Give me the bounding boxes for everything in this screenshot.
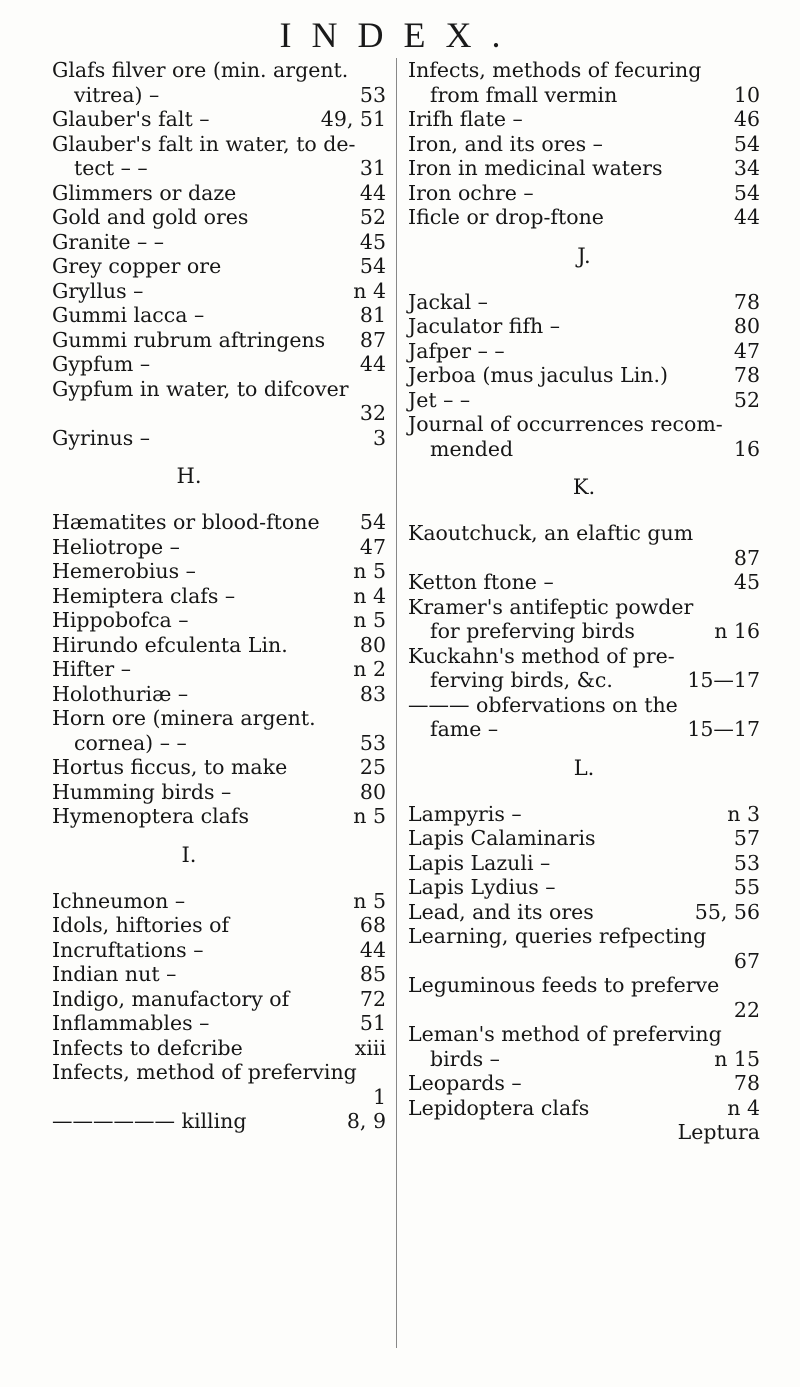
entry-text: Glauber's falt in water, to de- [52, 131, 356, 156]
entry-text: vitrea) – [74, 82, 160, 107]
entry-text: Hirundo efculenta Lin. [52, 632, 288, 657]
page-number: 80 [359, 779, 386, 804]
index-entry [408, 1096, 760, 1121]
index-entry [52, 913, 386, 938]
index-entry [52, 352, 386, 377]
entry-text: Leguminous feeds to preferve [408, 973, 720, 997]
entry-text: Hortus ficcus, to make [52, 755, 288, 779]
index-entry [408, 826, 760, 851]
entry-text: Humming birds – [52, 779, 232, 804]
page-number: 55, 56 [694, 899, 760, 924]
index-entry [408, 570, 760, 595]
index-entry [408, 412, 760, 461]
index-entry [52, 889, 386, 914]
page-number: n 3 [727, 801, 760, 826]
page-number: n 5 [353, 888, 386, 913]
index-entry [408, 693, 760, 742]
entry-text: Gummi lacca – [52, 303, 205, 327]
index-entry [408, 851, 760, 876]
entry-text: Gummi rubrum aftringens [52, 327, 326, 352]
index-entry [52, 279, 386, 304]
page-number: n 5 [353, 608, 386, 632]
index-entry [408, 107, 760, 132]
section-heading: L. [573, 755, 595, 780]
page-number: 16 [733, 436, 760, 461]
page-number: n 2 [353, 657, 386, 681]
index-entry [408, 644, 760, 693]
index-entry [408, 521, 760, 570]
page-number: n 4 [353, 278, 386, 303]
page-number: 10 [733, 82, 760, 107]
index-entry [408, 314, 760, 339]
index-entry [52, 58, 386, 107]
index-entry [52, 377, 386, 426]
index-entry [52, 804, 386, 829]
section-heading: K. [572, 475, 596, 499]
index-entry [52, 205, 386, 230]
index-entry [52, 107, 386, 132]
left-column [52, 58, 386, 1134]
index-entry [52, 962, 386, 987]
page-number: 3 [372, 425, 386, 450]
page-number: 54 [359, 510, 386, 534]
page-number: xiii [354, 1035, 386, 1060]
entry-text: Hæmatites or blood-ftone [52, 510, 320, 534]
page-number: 52 [359, 205, 386, 229]
index-entry [52, 1011, 386, 1036]
entry-text: Gypfum in water, to difcover [52, 376, 349, 401]
page-number: 78 [733, 289, 760, 314]
page-number: 54 [733, 180, 760, 205]
page-number: 57 [733, 826, 760, 850]
index-entry [52, 254, 386, 279]
page-number: n 5 [353, 559, 386, 583]
entry-text: ——— obfervations on the [408, 692, 678, 717]
page-number: 44 [359, 352, 386, 376]
index-entry [52, 755, 386, 780]
section-heading: J. [577, 243, 591, 268]
entry-text: Lapis Lydius – [408, 875, 556, 899]
entry-text: Jackal – [408, 289, 488, 314]
page-number: 15—17 [687, 668, 760, 692]
index-entry [52, 426, 386, 451]
index-entry [408, 900, 760, 925]
entry-text: Grey copper ore [52, 254, 222, 278]
entry-text: Holothuriæ – [52, 681, 189, 706]
index-entry [408, 973, 760, 1022]
entry-text: Kaoutchuck, an elaftic gum [408, 521, 694, 545]
entry-text: Indian nut – [52, 962, 177, 986]
page-number: 45 [733, 570, 760, 594]
entry-text: Ichneumon – [52, 888, 186, 913]
entry-text: Hifter – [52, 657, 131, 681]
page-number: 52 [733, 387, 760, 412]
page-number: 51 [359, 1011, 386, 1035]
entry-text: Lapis Calaminaris [408, 826, 596, 850]
entry-text: Granite – – [52, 229, 165, 254]
entry-text: Infects, methods of fecuring [408, 58, 702, 82]
entry-text: Leman's method of preferving [408, 1022, 722, 1046]
page-number: 78 [733, 1071, 760, 1095]
page-number: 67 [733, 948, 760, 973]
index-entry [408, 924, 760, 973]
index-entry [408, 595, 760, 644]
index-entry [52, 1109, 386, 1134]
entry-text: Lepidoptera clafs [408, 1095, 590, 1120]
entry-text: Hemiptera clafs – [52, 583, 236, 608]
index-entry [52, 657, 386, 682]
page-number: 34 [733, 156, 760, 180]
index-entry [52, 608, 386, 633]
entry-text: Inflammables – [52, 1011, 210, 1035]
page-number: 85 [359, 962, 386, 986]
entry-text: fame – [430, 717, 499, 741]
index-entry [52, 132, 386, 181]
page-number: n 15 [714, 1046, 760, 1071]
entry-text: Glafs filver ore (min. argent. [52, 58, 349, 82]
entry-text: Ketton ftone – [408, 570, 554, 594]
entry-text: Iron ochre – [408, 180, 534, 205]
index-entry [52, 230, 386, 255]
page-number: n 4 [727, 1095, 760, 1120]
index-entry [52, 1060, 386, 1109]
index-entry [52, 938, 386, 963]
page-number: 49, 51 [320, 107, 386, 131]
section-heading: H. [176, 464, 202, 488]
entry-text: cornea) – – [74, 730, 187, 755]
index-entry [408, 1071, 760, 1096]
entry-text: Hemerobius – [52, 559, 196, 583]
page-number: 22 [733, 997, 760, 1022]
entry-text: Lampyris – [408, 801, 522, 826]
index-entry [408, 58, 760, 107]
page-number: 1 [372, 1084, 386, 1109]
entry-text: Irifh flate – [408, 107, 523, 131]
entry-text: tect – – [74, 156, 148, 180]
entry-text: Infects to defcribe [52, 1035, 243, 1060]
index-entry [408, 802, 760, 827]
entry-text: Iron in medicinal waters [408, 156, 663, 180]
entry-text: Horn ore (minera argent. [52, 706, 316, 730]
page-number: 44 [733, 205, 760, 229]
page-number: 78 [733, 363, 760, 387]
entry-text: Hymenoptera clafs [52, 804, 249, 828]
page-number: 44 [359, 937, 386, 962]
entry-text: Journal of occurrences recom- [408, 412, 723, 436]
page-number: 15—17 [687, 717, 760, 741]
entry-text: Gryllus – [52, 278, 144, 303]
entry-text: Kuckahn's method of pre- [408, 643, 675, 668]
index-entry [408, 290, 760, 315]
entry-text: Infects, method of preferving [52, 1060, 357, 1084]
page-number: 83 [359, 681, 386, 706]
entry-text: Idols, hiftories of [52, 913, 230, 937]
index-entry [408, 363, 760, 388]
entry-text: Gypfum – [52, 352, 151, 376]
page-number: 53 [359, 82, 386, 107]
entry-text: Glimmers or daze [52, 180, 237, 205]
entry-text: birds – [430, 1046, 500, 1071]
page-number: 25 [359, 755, 386, 779]
index-entry [52, 559, 386, 584]
index-entry [408, 205, 760, 230]
catchword: Leptura [677, 1120, 760, 1144]
page-number: 47 [733, 338, 760, 363]
page-number: 72 [359, 986, 386, 1011]
page-number: 44 [359, 180, 386, 205]
entry-text: Lead, and its ores [408, 899, 594, 924]
page-number: 55 [733, 875, 760, 899]
entry-text: Jaculator fifh – [408, 314, 561, 338]
page-number: 53 [733, 850, 760, 875]
index-entry [52, 328, 386, 353]
entry-text: Heliotrope – [52, 534, 180, 559]
index-entry [52, 584, 386, 609]
page-number: 80 [359, 632, 386, 657]
entry-text: ferving birds, &c. [430, 668, 613, 692]
entry-text: Ificle or drop-ftone [408, 205, 604, 229]
column-divider [396, 58, 397, 1348]
page-number: n 4 [353, 583, 386, 608]
page-number: 8, 9 [346, 1109, 386, 1133]
index-entry [52, 633, 386, 658]
page-number: 54 [359, 254, 386, 278]
page-number: n 16 [714, 619, 760, 643]
page-title: INDEX. [279, 15, 521, 55]
entry-text: Gyrinus – [52, 425, 151, 450]
index-entry [52, 682, 386, 707]
page-number: 53 [359, 730, 386, 755]
index-entry [408, 156, 760, 181]
index-entry [52, 987, 386, 1012]
page-number: 80 [733, 314, 760, 338]
index-entry [408, 132, 760, 157]
page-number: 54 [733, 131, 760, 156]
entry-text: Indigo, manufactory of [52, 986, 290, 1011]
page-number: 32 [359, 401, 386, 425]
index-entry [408, 388, 760, 413]
page-number: 87 [733, 545, 760, 570]
entry-text: Glauber's falt – [52, 107, 210, 131]
index-entry [52, 181, 386, 206]
entry-text: Incruftations – [52, 937, 204, 962]
entry-text: Kramer's antifeptic powder [408, 594, 694, 619]
entry-text: Jerboa (mus jaculus Lin.) [408, 363, 668, 387]
index-entry [408, 875, 760, 900]
index-entry [408, 339, 760, 364]
index-entry [52, 303, 386, 328]
page-number: 68 [359, 913, 386, 937]
index-entry [408, 1022, 760, 1071]
page-number: 47 [359, 534, 386, 559]
page-number: 45 [359, 229, 386, 254]
entry-text: mended [430, 436, 514, 461]
index-entry [52, 1036, 386, 1061]
entry-text: Gold and gold ores [52, 205, 249, 229]
page-number: 46 [733, 107, 760, 131]
section-heading: I. [181, 842, 197, 867]
index-entry [408, 181, 760, 206]
page-number: n 5 [353, 804, 386, 828]
right-column [408, 58, 760, 1144]
page-number: 81 [359, 303, 386, 327]
entry-text: Iron, and its ores – [408, 131, 603, 156]
page-number: 87 [359, 327, 386, 352]
index-entry [52, 780, 386, 805]
entry-text: Leopards – [408, 1071, 522, 1095]
index-entry [52, 510, 386, 535]
entry-text: Jet – – [408, 387, 471, 412]
entry-text: Lapis Lazuli – [408, 850, 551, 875]
entry-text: Jafper – – [408, 338, 505, 363]
index-entry [52, 706, 386, 755]
entry-text: Learning, queries refpecting [408, 924, 707, 948]
entry-text: from fmall vermin [430, 82, 618, 107]
entry-text: for preferving birds [430, 619, 635, 643]
entry-text: Hippobofca – [52, 608, 189, 632]
page-number: 31 [359, 156, 386, 180]
entry-text: —————— killing [52, 1109, 247, 1133]
index-entry [52, 535, 386, 560]
